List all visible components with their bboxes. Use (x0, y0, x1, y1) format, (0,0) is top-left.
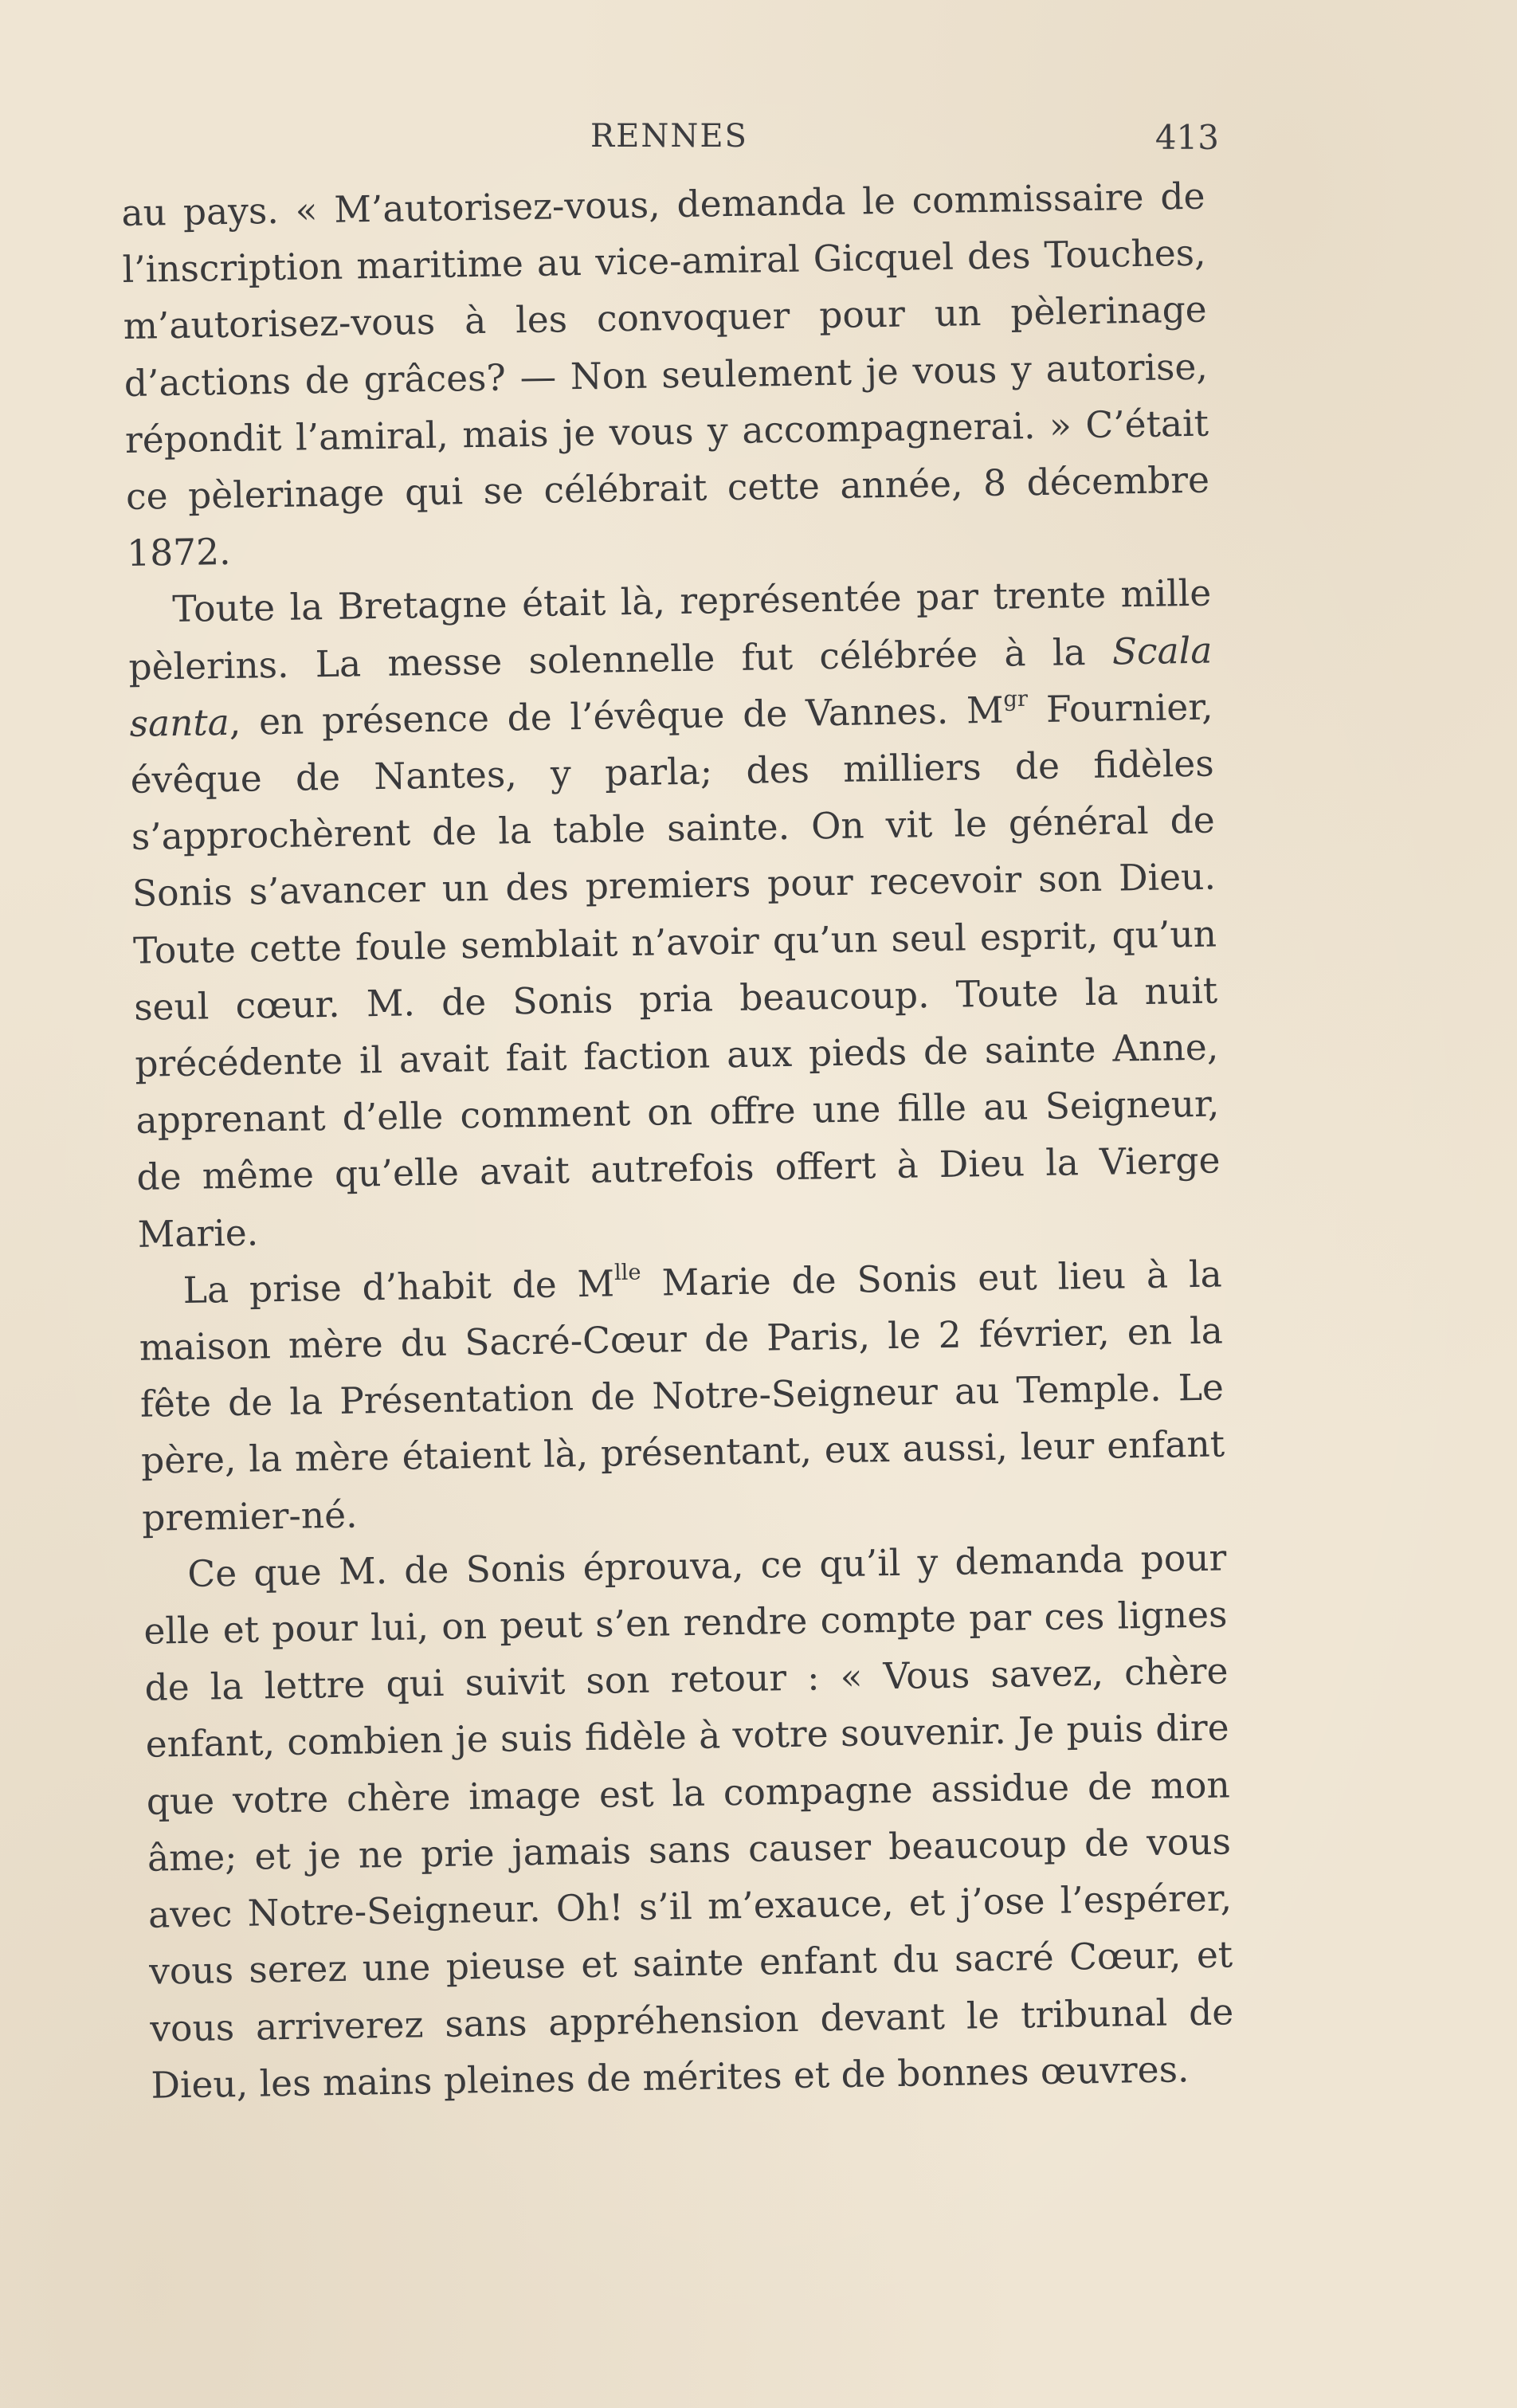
page-header (120, 118, 1219, 166)
paragraph-4 (143, 1529, 1235, 2113)
paragraph-2-text-start: Toute la Bretagne était là, représentée par trente mille pèlerins. La messe solennelle fut célébrée à la (128, 571, 1212, 688)
paragraph-3 (138, 1245, 1225, 1546)
paragraph-3-text-end: Marie de Sonis eut lieu à la maison mère du Sacré-Cœur de Paris, le 2 février, en la fête de la Présentation de Notre-Seigneur au Temple. Le père, la mère étaient là, présentant, eux aussi, leur enfant premier-né. (139, 1253, 1225, 1539)
paragraph-2 (127, 565, 1221, 1263)
paragraph-1-text: au pays. « M’autorisez-vous, demanda le commissaire de l’inscription maritime au vice-amiral Gicquel des Touches, m’autorisez-vous à les convoquer pour un pèlerinage d’actions de grâces? — Non seulement je vous y autorise, répondit l’amiral, mais je vous y accompagnerai. » C’était ce pèlerinage qui se célébrait cette année, 8 décembre 1872. (121, 175, 1210, 575)
running-title: RENNES (590, 118, 748, 155)
paragraph-2-text-end: Fournier, évêque de Nantes, y parla; des milliers de fidèles s’approchèrent de la table sainte. On vit le général de Sonis s’avancer un des premiers pour recevoir son Dieu. Toute cette foule semblait n’avoir qu’un seul esprit, qu’un seul cœur. M. de Sonis pria beaucoup. Toute la nuit précédente il avait fait faction aux pieds de sainte Anne, apprenant d’elle comment on offre une fille au Seigneur, de même qu’elle avait autrefois offert à Dieu la Vierge Marie. (130, 685, 1221, 1256)
paragraph-2-text-middle: , en présence de l’évêque de Vannes. M (229, 688, 1005, 743)
body-text (121, 168, 1235, 2114)
page-number: 413 (1154, 118, 1219, 157)
paragraph-1 (121, 168, 1211, 582)
paragraph-4-text: Ce que M. de Sonis éprouva, ce qu’il y demanda pour elle et pour lui, on peut s’en rendre compte par ces lignes de la lettre qui suivit son retour : « Vous savez, chère enfant, combien je suis fidèle à votre souvenir. Je puis dire que votre chère image est la compagne assidue de mon âme; et je ne prie jamais sans causer beaucoup de vous avec Notre-Seigneur. Oh! s’il m’exauce, et j’ose l’espérer, vous serez une pieuse et sainte enfant du sacré Cœur, et vous arriverez sans appréhension devant le tribunal de Dieu, les mains pleines de mérites et de bonnes œuvres. (143, 1536, 1234, 2107)
paragraph-2-superscript: gr (1003, 686, 1029, 712)
paragraph-2-italic-phrase: Scala santa (129, 629, 1213, 745)
paragraph-3-superscript: lle (613, 1260, 641, 1285)
paragraph-3-text-start: La prise d’habit de M (182, 1262, 615, 1312)
